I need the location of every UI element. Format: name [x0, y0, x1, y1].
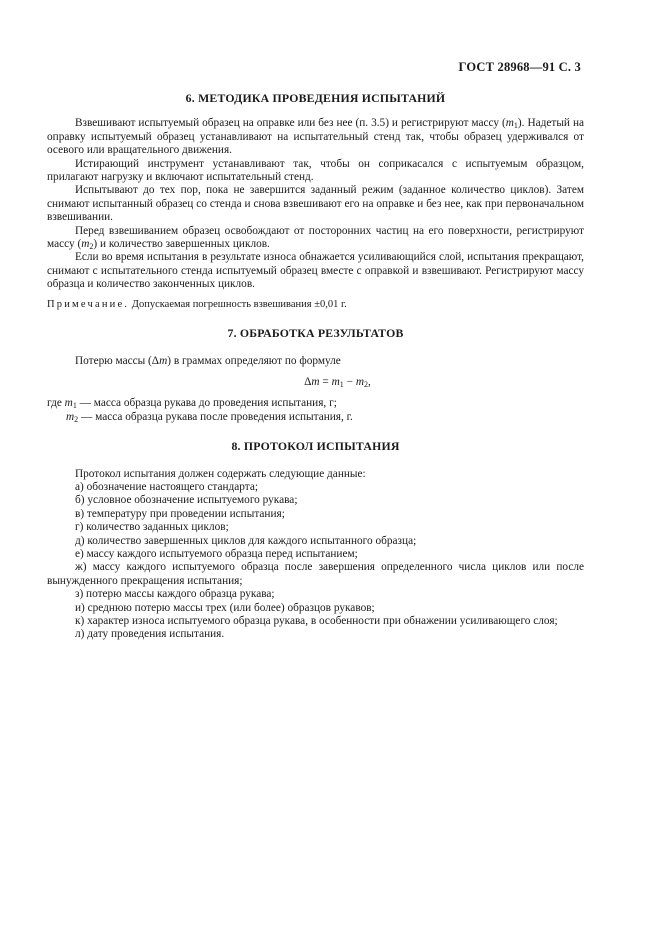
- section-6-paragraph-4: Перед взвешиванием образец освобождают от посторонних частиц на его поверхности, регистрируют массу $(m_2)$ и количество завершенных циклов.: [47, 224, 584, 252]
- section-6-paragraph-5: Если во время испытания в результате износа обнажается усиливающийся слой, испытания прекращают, снимают с испытательного стенда испытуемый образец вместе с оправкой и взвешивают. Регистрируют массу образца и количество законченных циклов.: [47, 251, 584, 291]
- mass-loss-formula: $\Delta m = m_1 - m_2$,: [304, 375, 371, 389]
- list-item: д) количество завершенных циклов для каждого испытанного образца;: [75, 534, 417, 547]
- section-7-title: 7. ОБРАБОТКА РЕЗУЛЬТАТОВ: [227, 326, 404, 341]
- page-content: [47, 92, 584, 642]
- section-6-note: [47, 298, 584, 311]
- section-6-paragraph-2: Истирающий инструмент устанавливают так, чтобы он соприкасался с испытуемым образцом, прилагают нагрузку и включают испытательный стенд.: [47, 157, 584, 184]
- list-item: л) дату проведения испытания.: [75, 628, 225, 641]
- list-item: е) массу каждого испытуемого образца перед испытанием;: [75, 547, 358, 560]
- section-6-paragraph-3: Испытывают до тех пор, пока не завершится заданный режим (заданное количество циклов). Затем снимают испытанный образец со стенда и снова взвешивают его на оправке и без нее, как при первоначальном взвешивании.: [47, 184, 584, 224]
- section-8-intro: Протокол испытания должен содержать следующие данные:: [75, 467, 366, 480]
- list-item: к) характер износа испытуемого образца рукава, в особенности при обнажении усиливающего слоя;: [75, 615, 558, 627]
- list-item: в) температуру при проведении испытания;: [75, 507, 285, 520]
- list-item: а) обозначение настоящего стандарта;: [75, 480, 259, 493]
- list-item: ж) массу каждого испытуемого образца после завершения определенного числа циклов или после вынужденного прекращения испытания;: [47, 561, 584, 587]
- list-item: и) среднюю потерю массы трех (или более) образцов рукавов;: [75, 601, 375, 614]
- formula-where-m2: $m_2$ — масса образца рукава после проведения испытания, г.: [66, 410, 353, 424]
- section-6-title: 6. МЕТОДИКА ПРОВЕДЕНИЯ ИСПЫТАНИЙ: [185, 91, 446, 105]
- section-8-title: 8. ПРОТОКОЛ ИСПЫТАНИЯ: [231, 439, 400, 454]
- list-item: г) количество заданных циклов;: [75, 521, 229, 534]
- section-6-paragraph-1: Взвешивают испытуемый образец на оправке или без нее (п. 3.5) и регистрируют массу $(m_1)$. Надетый на оправку испытуемый образец устанавливают на испытательный стенд так, чтобы образец удерживался от осевого или вращательного движения.: [47, 117, 584, 157]
- list-item: б) условное обозначение испытуемого рукава;: [75, 494, 298, 507]
- section-7-paragraph-1: Потерю массы (Δm) в граммах определяют по формуле: [75, 354, 341, 367]
- note-text: Допускаемая погрешность взвешивания ±0,01 г.: [129, 298, 347, 310]
- note-label: Примечание.: [47, 298, 130, 310]
- list-item: з) потерю массы каждого образца рукава;: [75, 588, 275, 601]
- formula-where-m1: где $m_1$ — масса образца рукава до проведения испытания, г;: [47, 397, 337, 411]
- page-header: ГОСТ 28968—91 С. 3: [458, 60, 581, 74]
